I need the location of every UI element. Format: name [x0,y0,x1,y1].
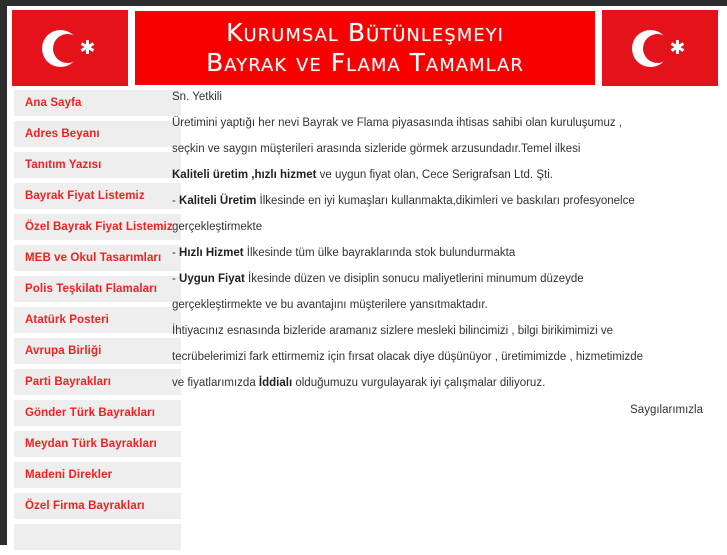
principle-bold-kaliteli-uretim: Kaliteli üretim [172,169,252,181]
sidebar-item-next-partial[interactable] [14,524,181,550]
sidebar-item-adres-beyani[interactable]: Adres Beyanı [14,121,181,147]
bullet-text-kaliteli-uretim: İlkesinde en iyi kumaşları kullanmakta,dikimleri ve baskıları profesyonelce [256,195,635,207]
bullet-text-hizli-hizmet: İlkesinde tüm ülke bayraklarında stok bulundurmakta [243,247,516,259]
sidebar-item-ozel-firma-bayraklari[interactable]: Özel Firma Bayrakları [14,493,181,519]
sidebar-item-tanitim-yazisi[interactable]: Tanıtım Yazısı [14,152,181,178]
sidebar-item-meb-ve-okul-tasarimlari[interactable]: MEB ve Okul Tasarımları [14,245,181,271]
closing-post: olduğumuzu vurgulayarak iyi çalışmalar diliyoruz. [292,377,546,389]
closing-pre: ve fiyatlarımızda [172,377,259,389]
bullet-uygun-fiyat-cont: gerçekleştirmekte ve bu avantajını müşterilere yansıtmaktadır. [172,299,488,311]
left-frame-border [0,0,7,545]
banner-title-line-1: Kurumsal Bütünleşmeyi [226,18,504,47]
intro-line-2: seçkin ve saygın müşterileri arasında sizleride görmek arzusundadır.Temel ilkesi [172,143,581,155]
sidebar-navigation [14,90,181,555]
bullet-dash: - [172,273,180,285]
sidebar-item-avrupa-birligi[interactable]: Avrupa Birliği [14,338,181,364]
principles-lead-rest: ve uygun fiyat olan, Cece Serigrafsan Ltd. Şti. [316,169,553,181]
closing-line-2: tecrübelerimizi fark ettirmemiz için fırsat olacak diye düşünüyor , üretimimizde , hizmetimizde [172,351,644,363]
bullet-dash: - [172,247,180,259]
signoff-text: Saygılarımızla [630,404,703,416]
sidebar-item-gonder-turk-bayraklari[interactable]: Gönder Türk Bayrakları [14,400,181,426]
main-content [172,90,717,416]
turkish-flag-left-icon [12,10,128,86]
closing-line-1: İhtiyacınız esnasında bizleride aramanız sizlere mesleki bilincimizi , bilgi birikimimizi ve [172,325,613,337]
top-frame-border [0,0,727,6]
sidebar-item-parti-bayraklari[interactable]: Parti Bayrakları [14,369,181,395]
bullet-dash: - [172,195,180,207]
bullet-title-hizli-hizmet: Hızlı Hizmet [179,247,244,259]
sidebar-item-ana-sayfa[interactable]: Ana Sayfa [14,90,181,116]
closing-bold-iddiali: İddialı [258,377,293,389]
sidebar-item-meydan-turk-bayraklari[interactable]: Meydan Türk Bayrakları [14,431,181,457]
greeting-line: Sn. Yetkili [172,91,222,103]
bullet-title-kaliteli-uretim: Kaliteli Üretim [179,195,257,207]
sidebar-item-madeni-direkler[interactable]: Madeni Direkler [14,462,181,488]
sidebar-item-polis-teskilati-flamalari[interactable]: Polis Teşkilatı Flamaları [14,276,181,302]
bullet-title-uygun-fiyat: Uygun Fiyat [179,273,245,285]
bullet-kaliteli-uretim-cont: gerçekleştirmekte [172,221,263,233]
banner-title-block [134,10,596,86]
sidebar-item-ataturk-posteri[interactable]: Atatürk Posteri [14,307,181,333]
sidebar-item-bayrak-fiyat-listemiz[interactable]: Bayrak Fiyat Listemiz [14,183,181,209]
principle-bold-hizli-hizmet: ,hızlı hizmet [251,169,317,181]
banner-title-line-2: Bayrak ve Flama Tamamlar [206,48,524,77]
star-icon: ✱ [669,38,686,59]
closing-line-3 [172,376,717,390]
sidebar-item-ozel-bayrak-fiyat-listemiz[interactable]: Özel Bayrak Fiyat Listemiz [14,214,181,240]
star-icon: ✱ [79,38,96,59]
principles-lead [172,168,717,182]
bullet-hizli-hizmet [172,246,717,260]
content-wrapper [7,90,727,545]
bullet-uygun-fiyat [172,272,717,286]
bullet-text-uygun-fiyat: İkesinde düzen ve disiplin sonucu maliyetlerini minumum düzeyde [244,273,584,285]
bullet-kaliteli-uretim [172,194,717,208]
turkish-flag-right-icon [602,10,718,86]
intro-line-1: Üretimini yaptığı her nevi Bayrak ve Flama piyasasında ihtisas sahibi olan kuruluşumuz , [172,117,622,129]
site-banner [12,10,718,86]
